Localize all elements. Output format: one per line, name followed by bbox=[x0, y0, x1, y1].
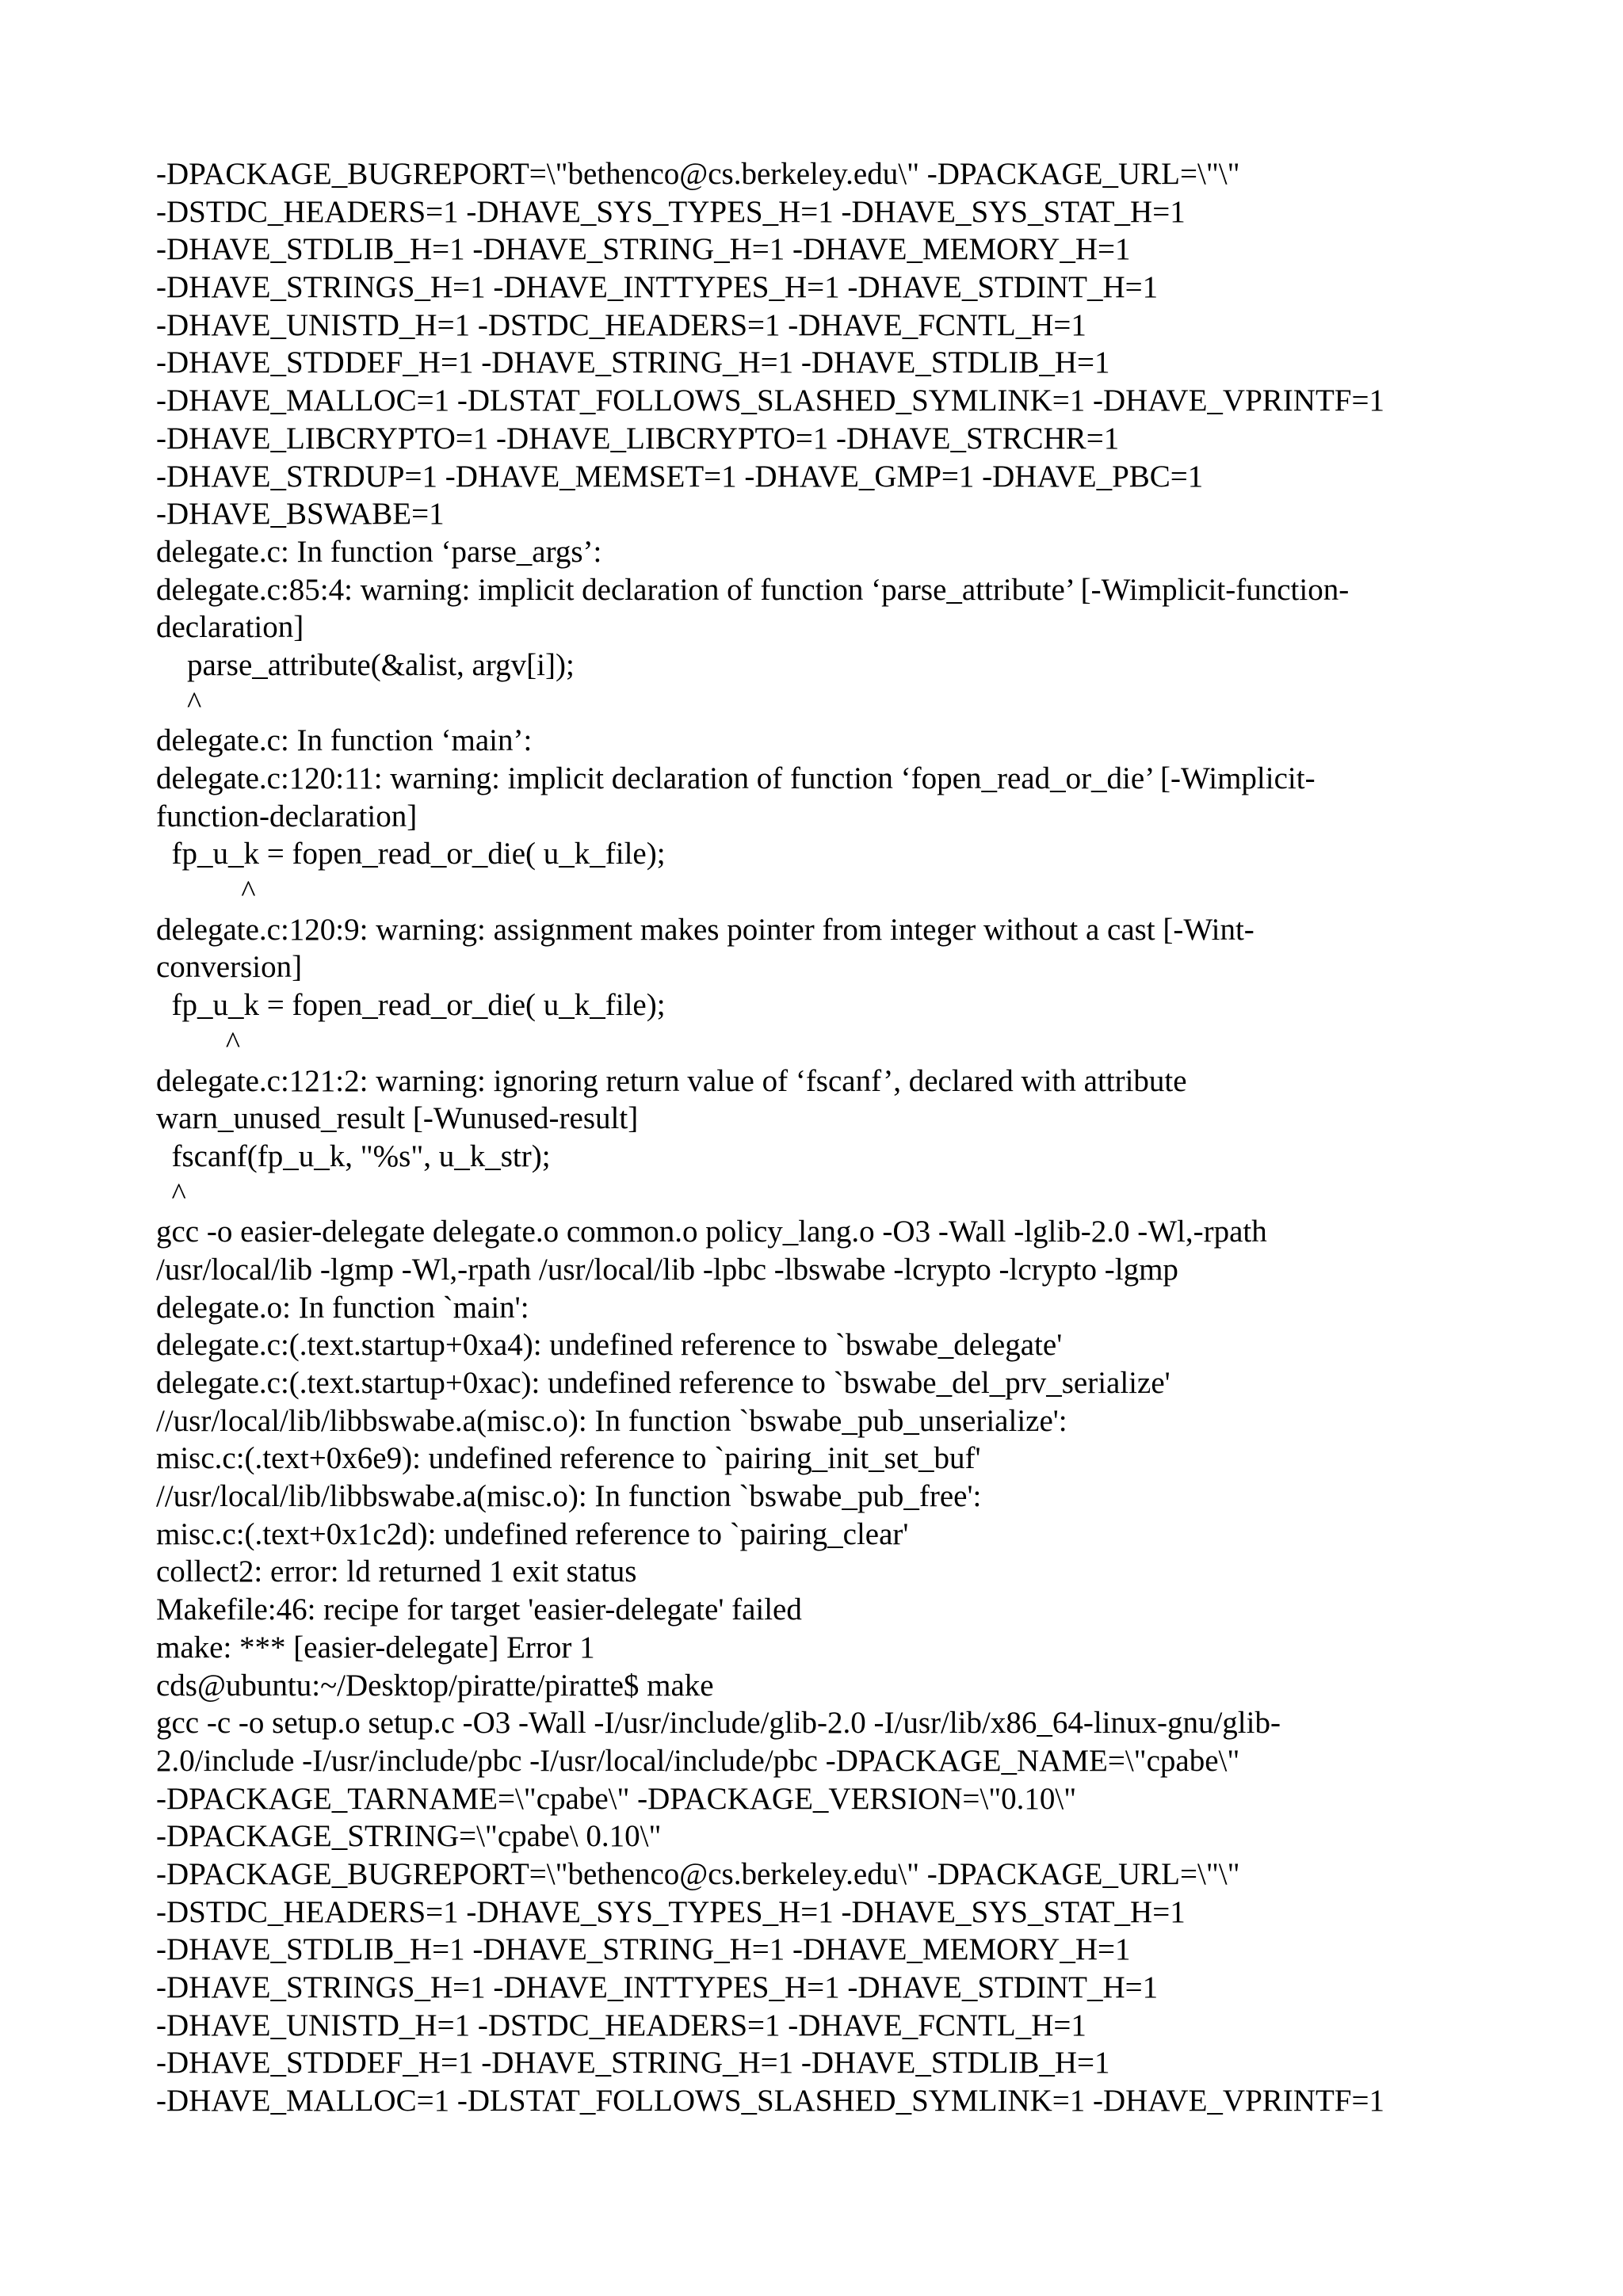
text-line: -DHAVE_STRDUP=1 -DHAVE_MEMSET=1 -DHAVE_GMP=1 -DHAVE_PBC=1 bbox=[156, 459, 1204, 494]
text-line: ^ bbox=[156, 685, 202, 720]
text-line: -DHAVE_BSWABE=1 bbox=[156, 497, 445, 532]
text-line: -DPACKAGE_STRING=\"cpabe\ 0.10\" bbox=[156, 1819, 662, 1854]
text-line: -DHAVE_STDDEF_H=1 -DHAVE_STRING_H=1 -DHAVE_STDLIB_H=1 bbox=[156, 345, 1110, 380]
text-line: -DHAVE_MALLOC=1 -DLSTAT_FOLLOWS_SLASHED_SYMLINK=1 -DHAVE_VPRINTF=1 bbox=[156, 383, 1384, 418]
text-line: collect2: error: ld returned 1 exit status bbox=[156, 1554, 637, 1589]
text-line: ^ bbox=[156, 1025, 241, 1060]
text-line: ^ bbox=[156, 1177, 186, 1211]
text-line: 2.0/include -I/usr/include/pbc -I/usr/local/include/pbc -DPACKAGE_NAME=\"cpabe\" bbox=[156, 1743, 1240, 1778]
text-line: fp_u_k = fopen_read_or_die( u_k_file); bbox=[156, 988, 666, 1023]
text-line: declaration] bbox=[156, 610, 304, 645]
text-line: delegate.c:(.text.startup+0xa4): undefined reference to `bswabe_delegate' bbox=[156, 1328, 1063, 1363]
text-line: -DHAVE_STDLIB_H=1 -DHAVE_STRING_H=1 -DHAVE_MEMORY_H=1 bbox=[156, 1932, 1131, 1967]
text-line: //usr/local/lib/libbswabe.a(misc.o): In function `bswabe_pub_unserialize': bbox=[156, 1403, 1067, 1438]
text-line: delegate.o: In function `main': bbox=[156, 1290, 529, 1325]
text-line: -DPACKAGE_BUGREPORT=\"bethenco@cs.berkeley.edu\" -DPACKAGE_URL=\"\" bbox=[156, 157, 1240, 191]
text-line: ^ bbox=[156, 875, 256, 910]
text-line: -DHAVE_LIBCRYPTO=1 -DHAVE_LIBCRYPTO=1 -DHAVE_STRCHR=1 bbox=[156, 421, 1120, 456]
text-line: -DSTDC_HEADERS=1 -DHAVE_SYS_TYPES_H=1 -DHAVE_SYS_STAT_H=1 bbox=[156, 194, 1186, 229]
text-line: gcc -o easier-delegate delegate.o common.o policy_lang.o -O3 -Wall -lglib-2.0 -Wl,-rpath bbox=[156, 1215, 1267, 1249]
text-line: delegate.c:(.text.startup+0xac): undefined reference to `bswabe_del_prv_serialize' bbox=[156, 1366, 1170, 1400]
text-line: -DHAVE_STDDEF_H=1 -DHAVE_STRING_H=1 -DHAVE_STDLIB_H=1 bbox=[156, 2046, 1110, 2081]
text-line: -DHAVE_UNISTD_H=1 -DSTDC_HEADERS=1 -DHAVE_FCNTL_H=1 bbox=[156, 2008, 1086, 2042]
text-line: gcc -c -o setup.o setup.c -O3 -Wall -I/usr/include/glib-2.0 -I/usr/lib/x86_64-linux-gnu/glib- bbox=[156, 1706, 1281, 1741]
text-line: -DHAVE_STRINGS_H=1 -DHAVE_INTTYPES_H=1 -DHAVE_STDINT_H=1 bbox=[156, 270, 1159, 305]
text-line: function-declaration] bbox=[156, 799, 418, 833]
text-line: parse_attribute(&alist, argv[i]); bbox=[156, 647, 575, 682]
text-line: delegate.c:85:4: warning: implicit declaration of function ‘parse_attribute’ [-Wimplicit-function- bbox=[156, 572, 1350, 607]
text-line: //usr/local/lib/libbswabe.a(misc.o): In function `bswabe_pub_free': bbox=[156, 1479, 982, 1514]
text-line: misc.c:(.text+0x6e9): undefined reference to `pairing_init_set_buf' bbox=[156, 1441, 981, 1476]
text-line: -DPACKAGE_TARNAME=\"cpabe\" -DPACKAGE_VERSION=\"0.10\" bbox=[156, 1781, 1077, 1816]
text-line: delegate.c: In function ‘parse_args’: bbox=[156, 534, 602, 569]
text-line: delegate.c:120:9: warning: assignment makes pointer from integer without a cast [-Wint- bbox=[156, 912, 1254, 947]
text-line: -DSTDC_HEADERS=1 -DHAVE_SYS_TYPES_H=1 -DHAVE_SYS_STAT_H=1 bbox=[156, 1894, 1186, 1929]
text-line: -DHAVE_MALLOC=1 -DLSTAT_FOLLOWS_SLASHED_SYMLINK=1 -DHAVE_VPRINTF=1 bbox=[156, 2084, 1384, 2119]
text-line: delegate.c:120:11: warning: implicit declaration of function ‘fopen_read_or_die’ [-Wimplicit- bbox=[156, 761, 1316, 795]
text-line: -DHAVE_UNISTD_H=1 -DSTDC_HEADERS=1 -DHAVE_FCNTL_H=1 bbox=[156, 307, 1086, 342]
text-line: -DHAVE_STDLIB_H=1 -DHAVE_STRING_H=1 -DHAVE_MEMORY_H=1 bbox=[156, 232, 1131, 267]
text-line: -DPACKAGE_BUGREPORT=\"bethenco@cs.berkeley.edu\" -DPACKAGE_URL=\"\" bbox=[156, 1856, 1240, 1891]
text-line: Makefile:46: recipe for target 'easier-delegate' failed bbox=[156, 1592, 802, 1627]
text-line: make: *** [easier-delegate] Error 1 bbox=[156, 1630, 595, 1665]
text-line: -DHAVE_STRINGS_H=1 -DHAVE_INTTYPES_H=1 -DHAVE_STDINT_H=1 bbox=[156, 1970, 1159, 2004]
text-line: delegate.c:121:2: warning: ignoring return value of ‘fscanf’, declared with attribute bbox=[156, 1063, 1187, 1098]
text-line: warn_unused_result [-Wunused-result] bbox=[156, 1101, 639, 1136]
text-line: misc.c:(.text+0x1c2d): undefined reference to `pairing_clear' bbox=[156, 1516, 909, 1551]
text-line: conversion] bbox=[156, 950, 303, 985]
document-body bbox=[156, 155, 1487, 2120]
text-line: fscanf(fp_u_k, "%s", u_k_str); bbox=[156, 1138, 551, 1173]
text-line: fp_u_k = fopen_read_or_die( u_k_file); bbox=[156, 837, 666, 871]
text-line: /usr/local/lib -lgmp -Wl,-rpath /usr/local/lib -lpbc -lbswabe -lcrypto -lcrypto -lgmp bbox=[156, 1252, 1178, 1287]
text-line: cds@ubuntu:~/Desktop/piratte/piratte$ make bbox=[156, 1668, 714, 1703]
text-line: delegate.c: In function ‘main’: bbox=[156, 723, 533, 758]
